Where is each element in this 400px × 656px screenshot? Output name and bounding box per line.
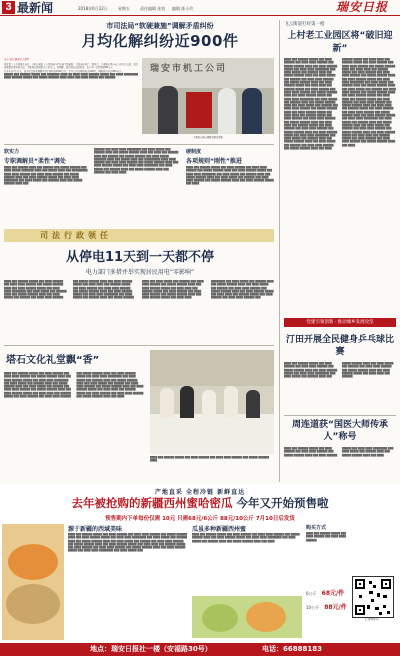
qr-code-icon — [353, 577, 393, 617]
photo-person — [224, 386, 238, 418]
hard-system-headline: 各项规则“刚性”推进 — [186, 158, 242, 165]
slogan-banner — [4, 229, 274, 242]
newspaper-logo: 瑞安日报 — [336, 0, 389, 14]
right-headline: 上村老工业园区将“破旧迎新” — [287, 31, 393, 54]
hard-system-kicker: 硬制度 — [186, 149, 202, 155]
masthead-date: 2018年6月22日 — [78, 6, 108, 11]
masthead — [0, 0, 400, 17]
footer-address: 地点：瑞安日报社一楼（安福路30号） — [90, 645, 212, 653]
melon-box-right — [192, 524, 302, 638]
price-tag-title: 购买方式 — [306, 525, 327, 531]
melon-box-left — [68, 524, 188, 638]
masthead-editor: 责任编辑 张怡 — [140, 6, 166, 11]
soft-power-headline: 专职调解员“柔性”调处 — [4, 158, 66, 165]
soft-power-body: ████ ███ ██████ ████ ███ ██████ ███ █████ ██████ ███ ████ █████ ███████ ████ ███ █████ ████ ███ █████████ ████ ████ ██████ ███ ████ ████ ██████ ███ █████ ██████ ████ ███ ████ ██████ █████ ███ ████ ████ ████████ ███ ████ █████ ███ ██████ ████ ███ █████ ██████ ████ ███ — [4, 166, 88, 186]
photo-person — [180, 386, 194, 418]
lead-body — [4, 63, 138, 127]
presale-offer-1: 10元 — [162, 516, 176, 522]
masthead-weekday: 星期五 — [118, 6, 130, 11]
melon-headline — [4, 496, 396, 511]
price-tag — [306, 524, 348, 638]
melon-presale — [10, 514, 390, 522]
presale-date: 7月10日后发货 — [255, 516, 295, 522]
melon-box-right-title: 瓜虽多种新疆西州蜜 — [192, 526, 247, 533]
photo-person — [246, 390, 260, 418]
section-title: 最新闻 — [17, 1, 54, 15]
price-size-1: 6公斤 — [306, 591, 317, 596]
lead-photo — [142, 58, 274, 134]
qr-code[interactable] — [352, 576, 394, 618]
melon-headline-tail: 今年又开始预售啦 — [236, 496, 329, 510]
page-number-badge: 3 — [2, 1, 15, 14]
masthead-designer: 编辑 陈小玲 — [172, 6, 194, 11]
hard-system-body: ████ ███ ██████ █████ ███ ████ ██████ ███ ████ ████ ██████ ███ █████ ██████ ████ ███ ████ ██████ █████ ███ ████ ████ ████████ ███ ████ █████ ███ ██████ ████ ███ █████ ██████ ████ ███ ████ █████ ███ ██████ ███ ████ ████ ██████ ███ █████ ██████ ████ ███ ████ ██████ █████ ███ ████ — [186, 166, 274, 186]
power-body: ████ ███ ██████ █████ ███ ████ ██████ ███ ████ ████ ██████ ███ █████ ██████ ████ ███ ████ ██████ █████ ███ ████ ████ ████████ ███ ████ █████ ███ ██████ ████ ███ █████ ██████ ████ ███ ████ █████ ███ ██████ ███ ████ ████ ██████ ███ █████ ██████ ████ ███ ████ ██████ █████ ███ ████ ████ ███ ██████ █████ ███ ████ ██████ ███ ████ ████ ██████ ███ █████ ██████ ████ ███ ████ ██████ █████ ███ ████ ████ ████████ ███ ████ █████ ███ ██████ ████ ███ █████ ██████ ████ ███ ████ █████ ███ ██████ ███ ████ ████ ██████ ███ █████ ██████ ████ ███ ████ ██████ █████ ███ ████ ████ ███ ██████ █████ ███ ████ ██████ ███ ████ ████ ██████ ███ █████ ██████ ████ ███ ████ ██████ █████ ███ ████ ████ ████████ ███ ████ █████ ███ ██████ ████ ███ █████ ██████ ████ ███ ████ █████ ███ ██████ ███ ████ ████ ██████ ███ █████ ██████ ████ ███ ████ ██████ █████ ███ ████ ████ ███ ██████ █████ ███ ████ ██████ ███ ████ ████ ██████ ███ — [4, 280, 274, 300]
power-headline: 从停电11天到一天都不停 — [65, 250, 215, 265]
price-row-2 — [306, 594, 352, 613]
melon-box-right-body: ████ ███ ██████ █████ ███ ████ ██████ ███ ████ ████ ██████ ███ █████ ██████ ████ ███ ████ ██████ █████ ███ ████ ████ ████████ ███ ████ █████ ███ ██████ ████ ███ █████ ██████ ████ ███ ████ — [192, 533, 300, 543]
photo-person — [218, 88, 236, 134]
culture-photo-caption: ████ ███ ██████ █████ ███ ████ ██████ ███ ████ ████ ██████ ███ █████ ██████ ████ — [150, 456, 270, 463]
presale-label: 预售期内下单每份仅需 — [105, 516, 161, 522]
qr-label: 扫码购买 — [365, 617, 379, 621]
lead-paragraph-1: 湖北籍工人李某某于前日，在我市某机工公司机修车间水磨下洗漱时，突发疾病身亡。事发后，李某某家属与该公司多次交涉，双方就赔偿问题各执己见，李某某家属聚集于公司门口，经调解，最终双方达成协议，由公司一次性赔偿68万元。 — [4, 63, 138, 70]
culture-photo — [150, 350, 274, 454]
lead-headline: 月均化解纠纷近900件 — [81, 32, 239, 50]
lead-paragraph-2: 从本年前7个月来，我市司法局共调解各类矛盾纠纷6300余件，平均每月化解纠纷近900件，调解成功率达98%以上。 — [4, 69, 125, 73]
melon-photo-left — [2, 524, 64, 640]
lead-byline: 记者 潘伟 通讯员 余建华 — [4, 58, 30, 61]
photo-flag — [186, 92, 212, 128]
right-kicker: 飞云街道打好第一枪 — [284, 22, 325, 27]
lead-photo-caption: 李某某家属向调解员赠送锦旗 — [193, 136, 223, 139]
photo-wall — [150, 350, 274, 386]
melon-kicker: 产地直采 全程冷链 新鲜直达 — [154, 489, 246, 496]
price-value-2: 88元/件 — [324, 604, 347, 611]
footer-bar — [0, 643, 400, 656]
lead-kicker: 市司法局“软硬兼施”调解矛盾纠纷 — [106, 22, 214, 30]
melon-photo-right — [192, 596, 302, 638]
soft-power-kicker: 软实力 — [4, 149, 20, 155]
footer-phone: 电话：66888183 — [262, 645, 322, 653]
pingpong-body: ████ ███ ██████ █████ ███ ████ ██████ ███ ████ ████ ██████ ███ █████ ██████ ████ ███ ████ ██████ █████ ███ ████ ████ ████████ ███ ████ █████ ███ ██████ ████ ███ █████ ██████ ████ ███ ████ █████ ███ ██████ ███ ████ ████ ██████ ███ █████ ██████ ████ ███ ████ ██████ █████ ███ ████ ████ ███ ██████ — [284, 362, 394, 379]
right-body-1: ████ ███ ██████ █████ ███ ████ ██████ ███ ████ ████ ██████ ███ █████ ██████ ████ ███ ████ ██████ █████ ███ ████ ████ ████████ ███ ████ █████ ███ ██████ ████ ███ █████ ██████ ████ ███ ████ █████ ███ ██████ ███ ████ ████ ██████ ███ █████ ██████ ████ ███ ████ ██████ █████ ███ ████ ████ ███ ██████ █████ ███ ████ ██████ ███ ████ ████ ██████ ███ █████ ██████ ████ ███ ████ ██████ █████ ███ ████ ████ ████████ ███ ████ █████ ███ ██████ ████ ███ █████ ██████ ████ ███ ████ █████ ███ ██████ ███ ████ ████ ██████ ███ █████ ██████ ████ ███ ████ ██████ █████ ███ ████ ████ ███ ██████ █████ ███ ████ ██████ ███ ████ ████ ██████ ███ █████ ██████ ████ ███ ████ ████ ███ ██████ █████ ███ ████ ██████ ███ ████ ████ ██████ ███ █████ ██████ ████ ███ ████ ██████ █████ ███ ████ ████ ████████ ███ ████ █████ ███ ██████ ████ ███ █████ ██████ ████ ███ ████ █████ ███ ██████ ███ ████ ████ ██████ ███ █████ ██████ ████ ███ ████ ██████ █████ ███ ████ ████ ███ ██████ █████ ███ ████ ██████ ███ ████ ████ ██████ ███ █████ ██████ ████ ███ ████ ████ ███ ██████ █████ ███ ████ ██████ ███ ████ ████ ██████ ███ █████ ██████ ████ ███ ████ ██████ █████ ███ ████ ████ ████████ ███ ████ █████ ███ ██████ ████ ███ █████ ██████ ████ ███ ████ █████ ███ ██████ ███ ████ ████ ██████ ███ █████ ██████ ████ ███ ████ ██████ █████ ███ ████ ████ ███ ██████ █████ ███ ████ ██████ ███ ████ ████ ██████ ███ █████ ██████ ████ ███ ████ ████ ███ ██████ █████ ███ ████ ██████ ███ ████ ████ ██████ ███ █████ ██████ ████ ███ ████ ██████ █████ ███ ████ ████ ████████ ███ ████ █████ ███ ██████ ████ ███ █████ ██████ ████ ███ ████ █████ ███ ██████ ███ ████ ████ ██████ ███ █████ ██████ ████ ███ ████ ██████ █████ ███ ████ ████ ███ ██████ █████ ███ ████ ██████ ███ ████ ████ ██████ ███ █████ ██████ ████ ███ ████ — [284, 58, 396, 151]
craft-body: ████ ███ ██████ █████ ███ ████ ██████ ███ ████ ████ ██████ ███ █████ ██████ ████ ███ ████ ██████ █████ ███ ████ ████ ████████ ███ ████ █████ ███ ██████ ████ ███ █████ ██████ ████ ███ ████ — [284, 447, 394, 457]
photo-banner-text: 瑞安市机工公司 — [150, 64, 228, 74]
power-subhead: 电力部门多措并举实现居民用电“零影响” — [85, 269, 195, 276]
photo-person — [202, 390, 216, 418]
slogan-text: 司法行政领任 — [40, 230, 112, 240]
photo-person — [158, 86, 178, 134]
right-badge: 党建引领创新 · 推动城乡发展攻坚 — [284, 318, 396, 327]
price-tag-body: ████ ███ ██████ █████ ███ ████ ██████ ███ ████ ████ ██████ — [306, 532, 347, 542]
photo-person — [242, 88, 262, 134]
melon-headline-main: 去年被抢购的新疆西州蜜哈密瓜 — [71, 496, 233, 510]
photo-table — [150, 414, 274, 454]
lead-continued-body: ██████ ███ ████ ████ ████████ ███ ████ █████ ███ ██████ ████ ███ █████ ██████ ████ ███ ████ ███ ██████ ████ ███ ██████ ███ █████ ██████ ███ ████ █████ ███████ ████ ███ █████ ████ ███ █████████ ████ ████ ██████ ███ ████ ████ ██████ ███ █████ ██████ ████ ███ ████ ██████ █████ ███ ████ ████ ████████ ███ ████ █████ ███ ██████ ████ ███ █████ ██████ ████ ███ ██████ ███ ████ ████ — [94, 148, 179, 175]
price-size-2: 10公斤 — [306, 605, 320, 610]
pingpong-headline: 汀田开展全民健身乒乓球比赛 — [285, 335, 394, 357]
lead-paragraph-filler: █████ ███ ██████ █████ ███ ███████ ████ ██ ████ ████ ██████ █████ ███ ████ ████████ ████ ██████ █████ ███ █████ ██████ ████ ████ ███ ████ █████ ███ ██████ — [4, 72, 138, 80]
price-value-1: 68元/件 — [321, 590, 345, 597]
melon-box-left-body: ████ ███ ██████ █████ ███ ████ ██████ ███ ████ ████ ██████ ███ █████ ██████ ████ ███ ████ ██████ █████ ███ ████ ████ ████████ ███ ████ █████ ███ ██████ ████ ███ █████ ██████ ████ ███ ████ █████ ███ ██████ ███ ████ ████ ██████ ███ █████ ██████ ████ ███ ████ ██████ █████ ███ ████ ████ ███ ██████ █████ ███ ████ ██████ ███ ████ ████ ██████ ███ █████ ██████ ████ ███ ████ ██████ █████ ███ ████ ████ ████████ ███ ████ █████ ███ — [68, 533, 188, 553]
craft-headline: 周连道获“国医大师传承人”称号 — [292, 420, 388, 442]
culture-headline: 塔石文化礼堂飘“香” — [6, 355, 100, 366]
culture-body: ████ ███ ██████ █████ ███ ████ ██████ ███ ████ ████ ██████ ███ █████ ██████ ████ ███ ████ ██████ █████ ███ ████ ████ ████████ ███ ████ █████ ███ ██████ ████ ███ █████ ██████ ████ ███ ████ █████ ███ ██████ ███ ████ ████ ██████ ███ █████ ██████ ████ ███ ████ ██████ █████ ███ ████ ████ ███ ██████ █████ ███ ████ ██████ ███ ████ ████ ██████ ███ █████ ██████ ████ ███ ████ ██████ █████ ███ ████ ████ ████████ ███ ████ █████ ███ ██████ ████ ███ █████ ██████ ████ ███ ████ █████ ███ ██████ ███ ████ ████ ██████ ███ █████ ██████ ████ ███ ████ ██████ █████ ███ ████ ████ ███ ██████ █████ ███ ████ ██████ ███ ████ ████ ██████ ███ █████ ██████ ████ ███ ████ — [4, 372, 144, 399]
melon-box-left-title: 源于新疆的西域美味 — [68, 526, 123, 533]
photo-person — [160, 388, 174, 418]
presale-offer-3: 88元/10公斤 — [220, 516, 254, 522]
presale-offer-2: 只需68元/6公斤 — [177, 516, 219, 522]
melon-ad — [0, 484, 400, 642]
